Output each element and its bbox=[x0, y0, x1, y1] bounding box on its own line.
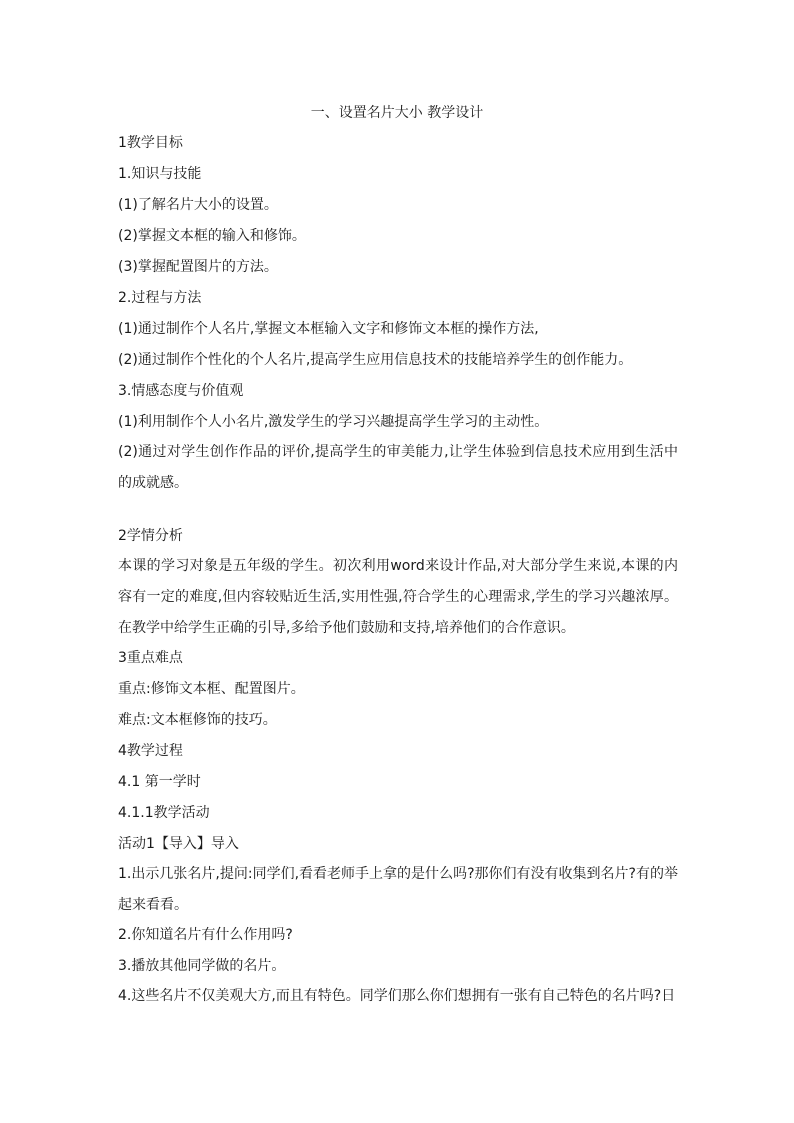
blank-line bbox=[118, 499, 678, 526]
subheading-first-period: 4.1 第一学时 bbox=[118, 774, 201, 790]
heading-teaching-process: 4教学过程 bbox=[118, 743, 183, 759]
activity-1-title: 活动1【导入】导入 bbox=[118, 836, 239, 852]
difficulty-text: 难点:文本框修饰的技巧。 bbox=[118, 712, 277, 728]
list-item: (1)利用制作个人小名片,激发学生的学习兴趣提高学生学习的主动性。 bbox=[118, 414, 549, 430]
subheading-knowledge-skills: 1.知识与技能 bbox=[118, 166, 202, 182]
list-item: (1)通过制作个人名片,掌握文本框输入文字和修饰文本框的操作方法, bbox=[118, 321, 539, 337]
paragraph-learner-analysis: 本课的学习对象是五年级的学生。初次利用word来设计作品,对大部分学生来说,本课的内容有一定的难度,但内容较贴近生活,实用性强,符合学生的心理需求,学生的学习兴趣浓厚。在教学中给学生正确的引导,多给予他们鼓励和支持,培养他们的合作意识。 bbox=[118, 558, 678, 636]
list-item: (2)掌握文本框的输入和修饰。 bbox=[118, 228, 306, 244]
heading-teaching-goals: 1教学目标 bbox=[118, 135, 183, 151]
step-2: 2.你知道名片有什么作用吗? bbox=[118, 927, 293, 943]
step-3: 3.播放其他同学做的名片。 bbox=[118, 958, 286, 974]
subheading-process-methods: 2.过程与方法 bbox=[118, 290, 202, 306]
document-body bbox=[118, 133, 678, 1012]
list-item: (3)掌握配置图片的方法。 bbox=[118, 259, 278, 275]
paragraph-step-4: 4.这些名片不仅美观大方,而且有特色。同学们那么你们想拥有一张有自己特色的名片吗?日 bbox=[118, 988, 676, 1004]
subheading-teaching-activity: 4.1.1教学活动 bbox=[118, 805, 210, 821]
document-title: 一、设置名片大小 教学设计 bbox=[310, 105, 484, 121]
list-item: (1)了解名片大小的设置。 bbox=[118, 197, 278, 213]
key-point-text: 重点:修饰文本框、配置图片。 bbox=[118, 681, 305, 697]
subheading-attitude-values: 3.情感态度与价值观 bbox=[118, 383, 244, 399]
paragraph-step-1: 1.出示几张名片,提问:同学们,看看老师手上拿的是什么吗?那你们有没有收集到名片?有的举起来看看。 bbox=[118, 866, 678, 913]
list-item: (2)通过制作个性化的个人名片,提高学生应用信息技术的技能培养学生的创作能力。 bbox=[118, 352, 633, 368]
heading-learner-analysis: 2学情分析 bbox=[118, 528, 183, 544]
paragraph-achievement: (2)通过对学生创作作品的评价,提高学生的审美能力,让学生体验到信息技术应用到生活中的成就感。 bbox=[118, 444, 678, 491]
heading-key-points: 3重点难点 bbox=[118, 650, 183, 666]
